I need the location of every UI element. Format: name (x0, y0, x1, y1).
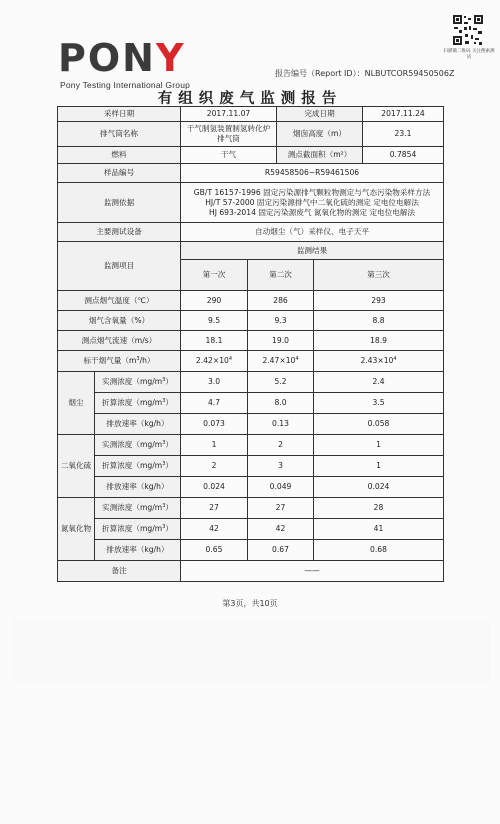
finish-date-value: 2017.11.24 (363, 107, 444, 122)
value-cell: 0.13 (248, 414, 314, 435)
result-header: 监测结果 (181, 242, 444, 260)
value-cell: 0.68 (314, 540, 444, 561)
blank-page-area (12, 620, 490, 682)
stack-name-value: 干气制氢装置制氢转化炉排气筒 (181, 122, 277, 147)
value-cell: $2.47\times 10^4$ (248, 351, 314, 372)
value-cell: 1 (314, 456, 444, 477)
value-cell: 5.2 (248, 372, 314, 393)
stack-name-label: 排气筒名称 (58, 122, 181, 147)
logo-wordmark: PONY (58, 36, 186, 80)
logo-subtitle: Pony Testing International Group (60, 80, 191, 90)
value-cell: $2.42\times 10^4$ (181, 351, 248, 372)
value-cell: 18.9 (314, 331, 444, 351)
basis-value (181, 183, 444, 223)
value-cell: 0.073 (181, 414, 248, 435)
run-header: 第三次 (314, 260, 444, 291)
qr-code-icon (452, 14, 484, 46)
basis-standard: GB/T 16157-1996 固定污染源排气颗粒物测定与气态污染物采样方法 (193, 187, 431, 197)
item-header: 监测项目 (58, 242, 181, 291)
table-row (58, 311, 444, 331)
value-cell: 42 (181, 519, 248, 540)
fuel-value: 干气 (181, 147, 277, 164)
finish-date-label: 完成日期 (277, 107, 363, 122)
value-cell: 286 (248, 291, 314, 311)
value-cell: 42 (248, 519, 314, 540)
sample-no-value: R59458506~R59461506 (181, 164, 444, 183)
row-label: 排放速率（kg/h） (95, 540, 181, 561)
value-cell: 4.7 (181, 393, 248, 414)
table-row (58, 331, 444, 351)
table-row (58, 351, 444, 372)
row-label: 标干烟气量$(m^3/h)$ (58, 351, 181, 372)
pollutant-name: 氮氧化物 (58, 498, 95, 561)
value-cell: 0.024 (314, 477, 444, 498)
report-title: 有组织废气监测报告 (157, 91, 343, 107)
value-cell: 0.024 (181, 477, 248, 498)
area-label: 测点截面积（m²） (277, 147, 363, 164)
table-row (58, 540, 444, 561)
run-header: 第一次 (181, 260, 248, 291)
page-number: 第3页，共10页 (222, 599, 278, 608)
value-cell: 2.4 (314, 372, 444, 393)
table-row (58, 435, 444, 456)
table-row (58, 393, 444, 414)
value-cell: 28 (314, 498, 444, 519)
table-row (58, 498, 444, 519)
row-label: 折算浓度$(mg/m^3)$ (95, 456, 181, 477)
table-row (58, 291, 444, 311)
table-row (58, 372, 444, 393)
remarks-label: 备注 (58, 561, 181, 582)
value-cell: 1 (314, 435, 444, 456)
value-cell: 3.5 (314, 393, 444, 414)
value-cell: 19.0 (248, 331, 314, 351)
value-cell: 8.0 (248, 393, 314, 414)
equipment-label: 主要测试设备 (58, 223, 181, 242)
row-label: 测点烟气温度（℃） (58, 291, 181, 311)
row-label: 排放速率（kg/h） (95, 477, 181, 498)
row-label: 烟气含氧量（%） (58, 311, 181, 331)
run-header: 第二次 (248, 260, 314, 291)
stack-height-value: 23.1 (363, 122, 444, 147)
row-label: 排放速率（kg/h） (95, 414, 181, 435)
value-cell: 8.8 (314, 311, 444, 331)
value-cell: 0.67 (248, 540, 314, 561)
sample-date-value: 2017.11.07 (181, 107, 277, 122)
value-cell: 1 (181, 435, 248, 456)
value-cell: 0.058 (314, 414, 444, 435)
basis-standard: HJ 693-2014 固定污染源废气 氮氧化物的测定 定电位电解法 (208, 207, 416, 217)
value-cell: 9.3 (248, 311, 314, 331)
table-row (58, 456, 444, 477)
remarks-value: —— (181, 561, 444, 582)
row-label: 实测浓度$(mg/m^3)$ (95, 498, 181, 519)
value-cell: 0.65 (181, 540, 248, 561)
report-id: 报告编号（Report ID）：NLBUTCOR59450506Z (275, 69, 455, 78)
equipment-value: 自动烟尘（气）采样仪、电子天平 (181, 223, 444, 242)
qr-caption: 扫描微二维码 关注搜索测试 (443, 49, 495, 60)
pollutant-rows (58, 372, 444, 561)
row-label: 实测浓度$(mg/m^3)$ (95, 435, 181, 456)
value-cell: 2 (181, 456, 248, 477)
value-cell: 27 (248, 498, 314, 519)
table-row (58, 477, 444, 498)
value-cell: 3 (248, 456, 314, 477)
value-cell: 9.5 (181, 311, 248, 331)
value-cell: 27 (181, 498, 248, 519)
value-cell: 3.0 (181, 372, 248, 393)
fuel-label: 燃料 (58, 147, 181, 164)
value-cell: 18.1 (181, 331, 248, 351)
area-value: 0.7854 (363, 147, 444, 164)
value-cell: 2 (248, 435, 314, 456)
table-row (58, 414, 444, 435)
row-label: 折算浓度$(mg/m^3)$ (95, 519, 181, 540)
table-row (58, 519, 444, 540)
basis-label: 监测依据 (58, 183, 181, 223)
pollutant-name: 烟尘 (58, 372, 95, 435)
row-label: 实测浓度$(mg/m^3)$ (95, 372, 181, 393)
value-cell: $2.43\times 10^4$ (314, 351, 444, 372)
sample-date-label: 采样日期 (58, 107, 181, 122)
value-cell: 293 (314, 291, 444, 311)
row-label: 测点烟气流速（m/s） (58, 331, 181, 351)
basis-standard: HJ/T 57-2000 固定污染源排气中二氧化硫的测定 定电位电解法 (205, 197, 419, 207)
row-label: 折算浓度$(mg/m^3)$ (95, 393, 181, 414)
sample-no-label: 样品编号 (58, 164, 181, 183)
value-cell: 290 (181, 291, 248, 311)
stack-height-label: 烟囱高度（m） (277, 122, 363, 147)
value-cell: 41 (314, 519, 444, 540)
emission-table (57, 106, 444, 582)
pollutant-name: 二氧化硫 (58, 435, 95, 498)
value-cell: 0.049 (248, 477, 314, 498)
pony-logo (58, 38, 198, 94)
